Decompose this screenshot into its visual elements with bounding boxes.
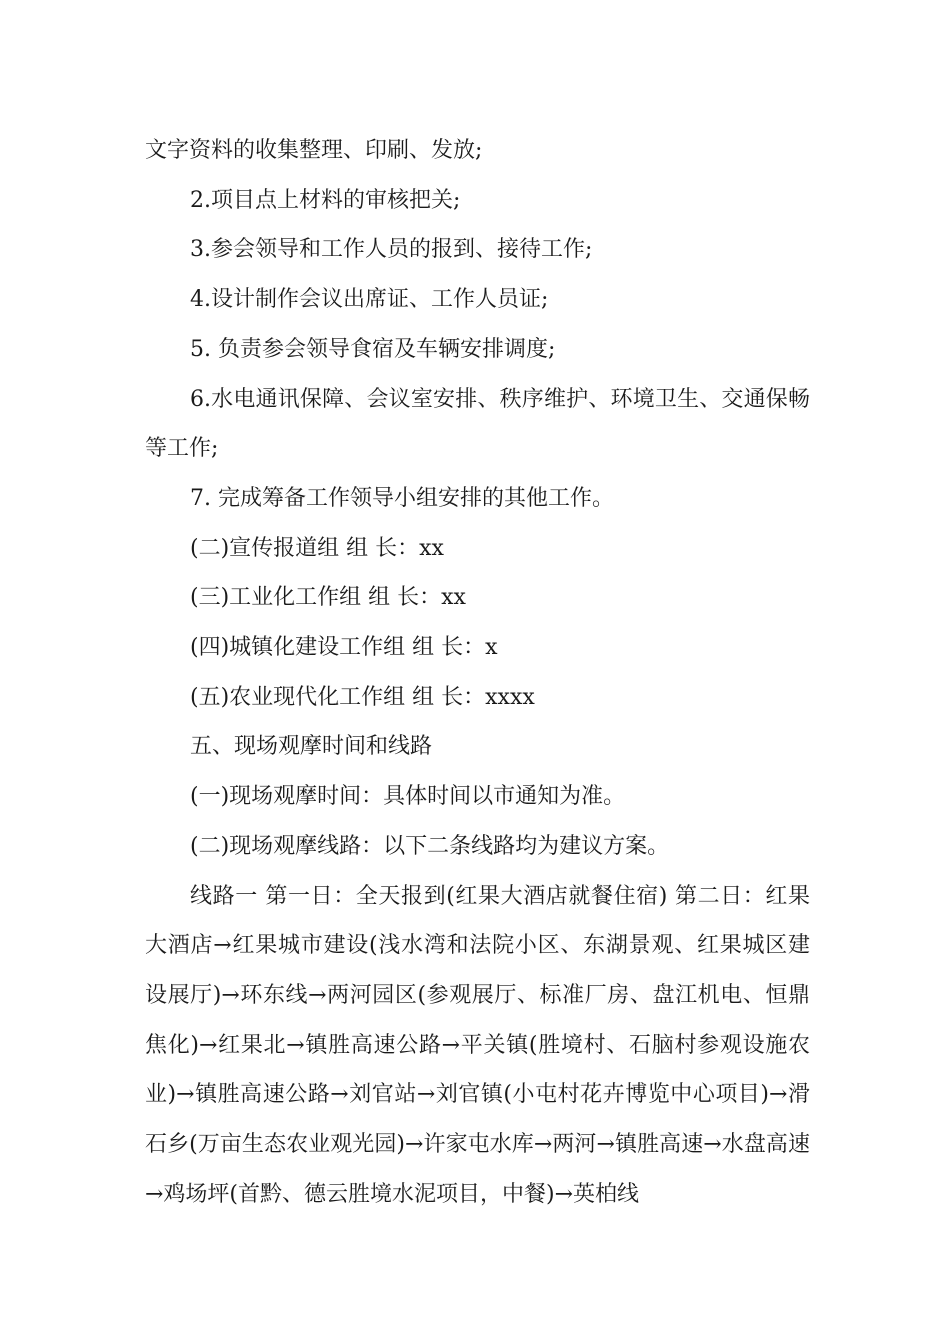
paragraph: 6.水电通讯保障、会议室安排、秩序维护、环境卫生、交通保畅等工作; (145, 386, 810, 462)
paragraph: 4.设计制作会议出席证、工作人员证; (190, 287, 549, 313)
route-paragraph: 线路一 第一日：全天报到(红果大酒店就餐住宿) 第二日：红果大酒店→红果城市建设(浅水湾和法院小区、东湖景观、红果城区建设展厅)→环东线→两河园区(参观展厅、标准厂房、盘江机电、恒鼎焦化)→红果北→镇胜高速公路→平关镇(胜境村、石脑村参观设施农业)→镇胜高速公路→刘官站→刘官镇(小屯村花卉博览中心项目)→滑石乡(万亩生态农业观光园)→许家屯水库→两河→镇胜高速→水盘高速→鸡场坪(首黔、德云胜境水泥项目，中餐)→英柏线 (145, 883, 810, 1207)
section-subheading: (二)现场观摩线路：以下二条线路均为建议方案。 (190, 833, 670, 859)
document-body (145, 126, 810, 1219)
section-heading: 五、现场观摩时间和线路 (190, 734, 433, 760)
section-subheading: (三)工业化工作组 组 长：xx (190, 585, 466, 611)
paragraph: 5. 负责参会领导食宿及车辆安排调度; (190, 336, 556, 362)
paragraph: 文字资料的收集整理、印刷、发放; (145, 138, 483, 163)
section-subheading: (四)城镇化建设工作组 组 长：x (190, 635, 498, 661)
section-subheading: (五)农业现代化工作组 组 长：xxxx (190, 684, 535, 710)
section-subheading: (二)宣传报道组 组 长：xx (190, 535, 444, 561)
paragraph: 7. 完成筹备工作领导小组安排的其他工作。 (190, 485, 614, 511)
paragraph: 3.参会领导和工作人员的报到、接待工作; (190, 237, 593, 263)
paragraph: 2.项目点上材料的审核把关; (190, 187, 461, 213)
section-subheading: (一)现场观摩时间：具体时间以市通知为准。 (190, 784, 626, 810)
